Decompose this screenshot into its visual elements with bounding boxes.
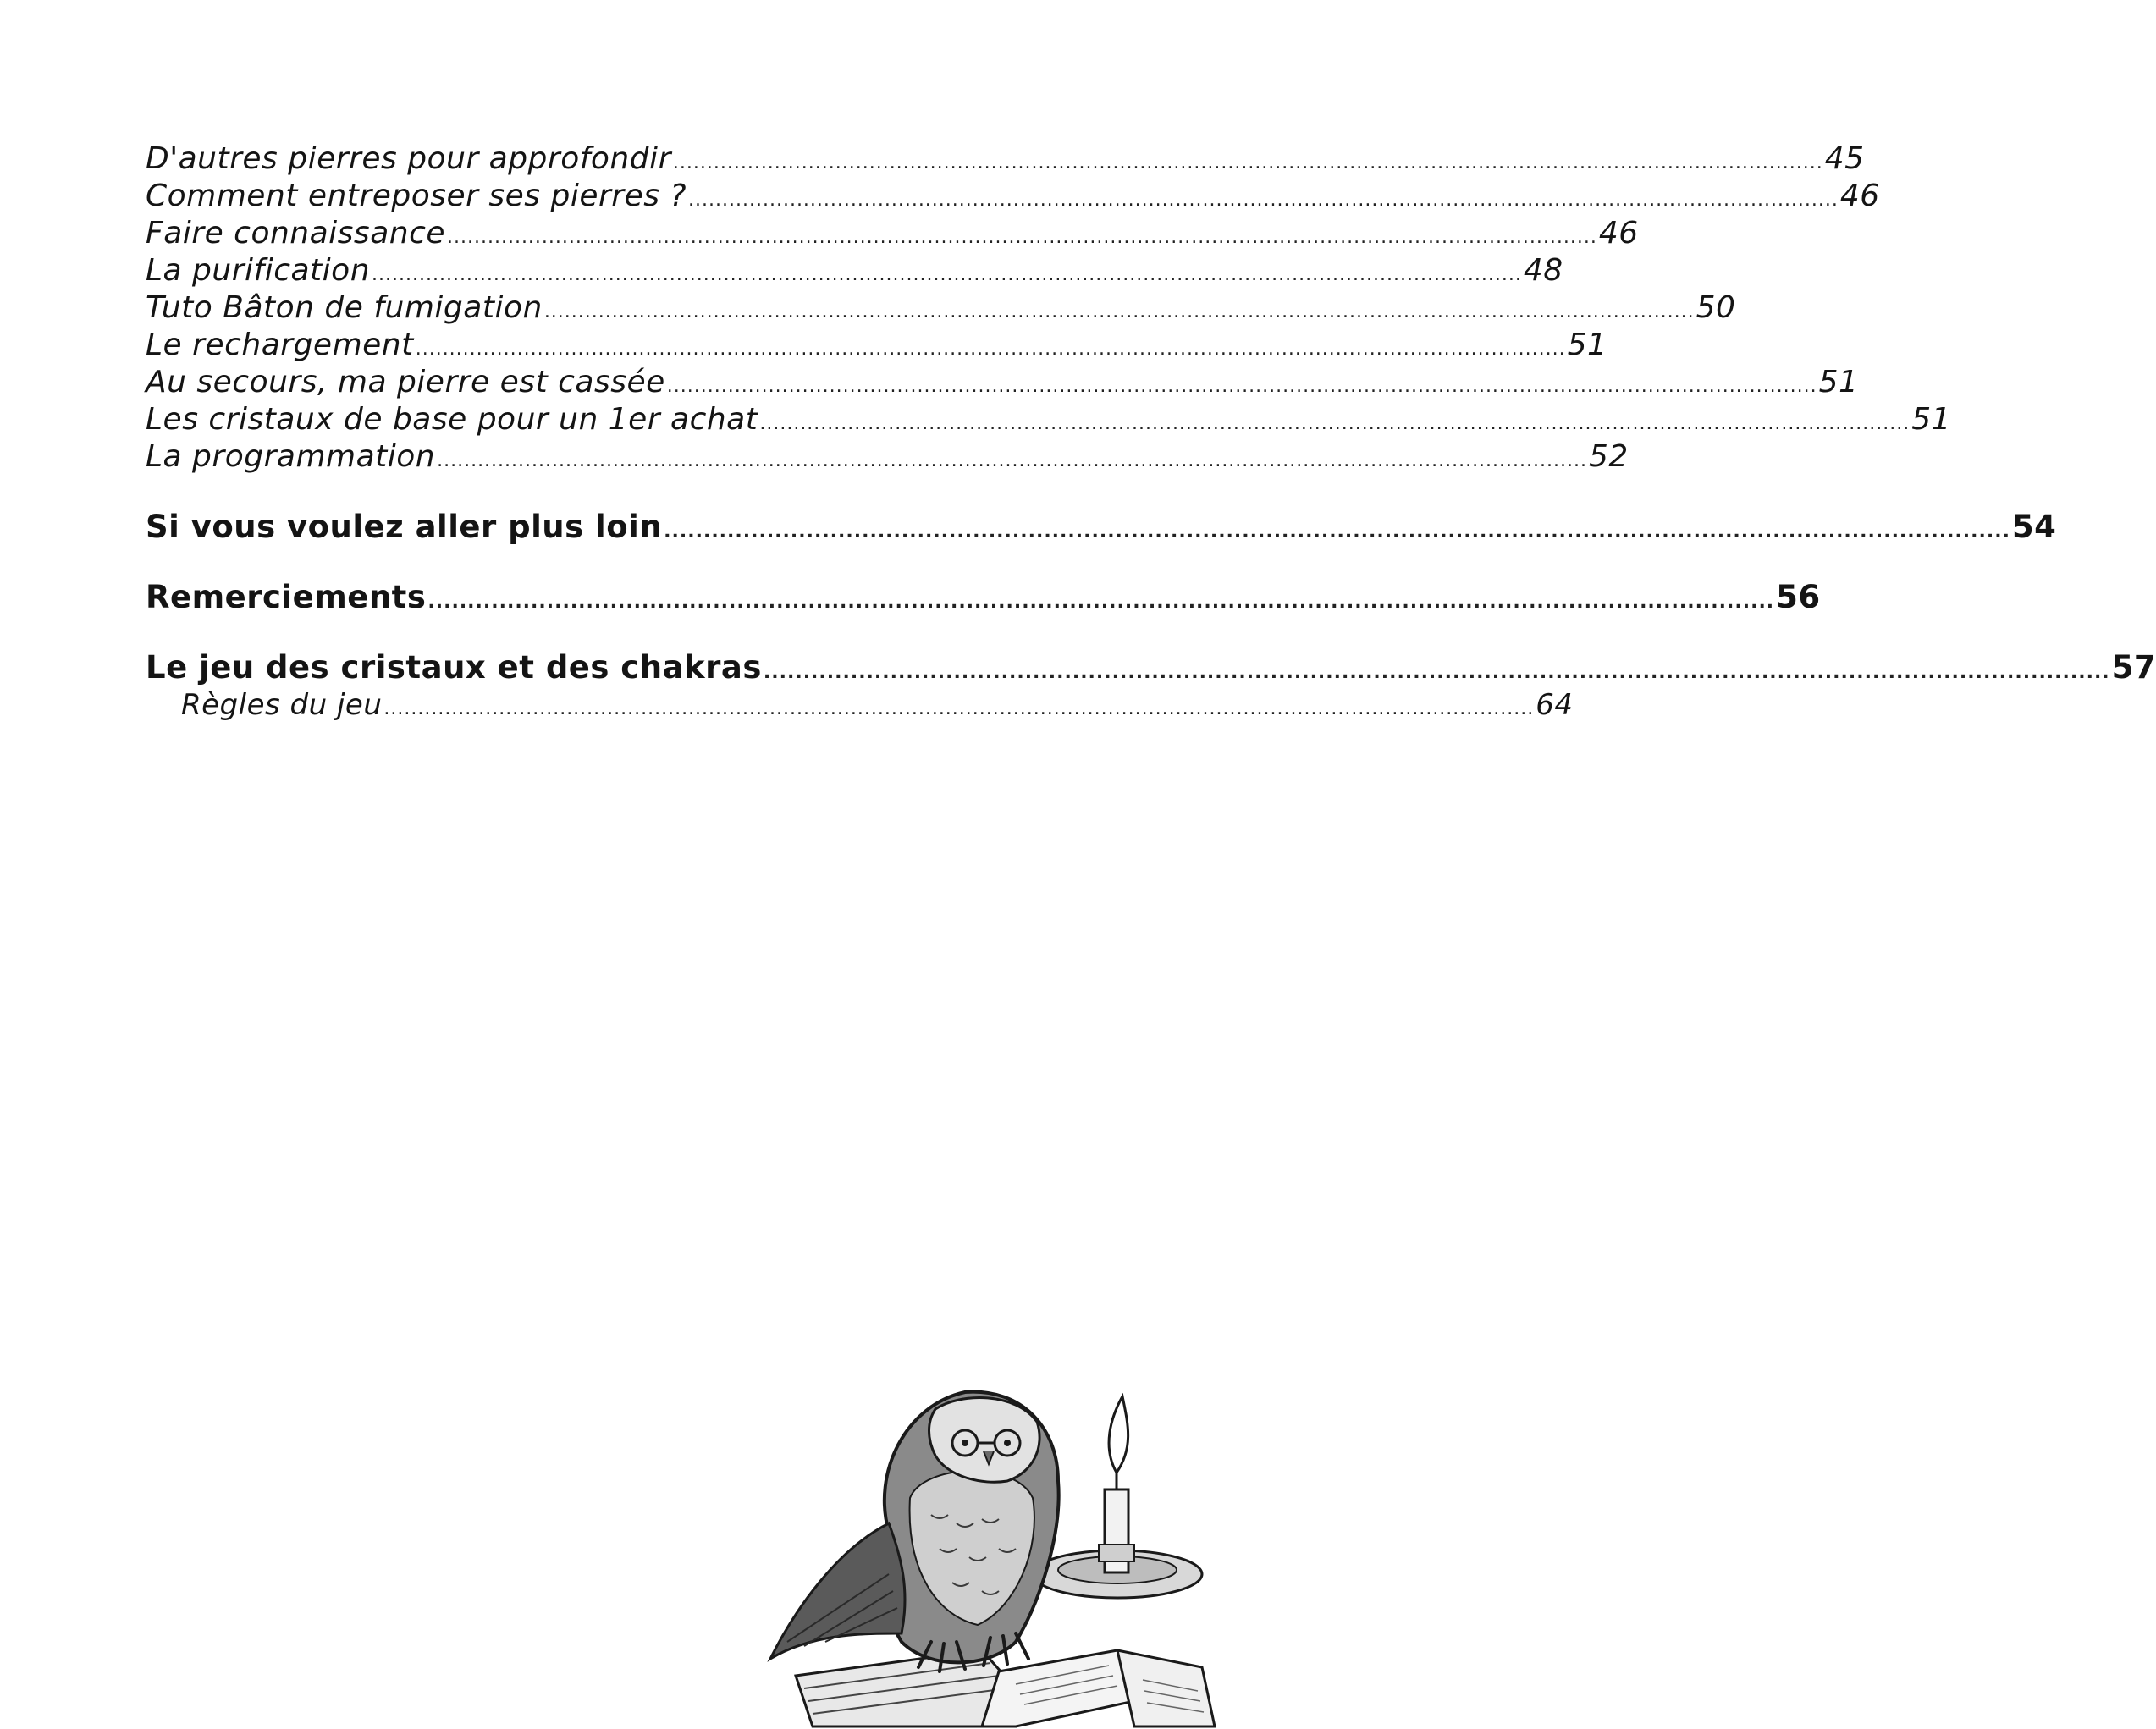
toc-leader-dots: .......................................................................................................................................................................... xyxy=(447,227,1597,248)
toc-section-title: Remerciements xyxy=(146,579,427,615)
toc-leader-dots: .......................................................................................................................................................................... xyxy=(415,339,1566,360)
toc-sub-entry[interactable] xyxy=(146,688,1574,725)
toc-entry[interactable] xyxy=(146,141,1865,179)
toc-entry-title: La purification xyxy=(146,253,371,288)
toc-entry[interactable] xyxy=(146,439,1629,477)
toc-entry-page: 46 xyxy=(1598,216,1639,251)
toc-leader-dots: .......................................................................................................................................................................... xyxy=(664,521,2010,542)
toc-section-entry[interactable] xyxy=(146,579,1821,619)
toc-leader-dots: .......................................................................................................................................................................... xyxy=(672,152,1823,173)
toc-entry[interactable] xyxy=(146,328,1607,366)
toc-entry-page: 50 xyxy=(1696,290,1736,325)
toc-entry[interactable] xyxy=(146,290,1736,328)
toc-leader-dots: .......................................................................................................................................................................... xyxy=(543,301,1695,322)
toc-entry-page: 46 xyxy=(1839,179,1880,213)
toc-section-entry[interactable] xyxy=(146,509,2057,548)
toc-entry-title: D'autres pierres pour approfondir xyxy=(146,141,671,176)
toc-entry-page: 48 xyxy=(1523,253,1563,288)
toc-section-page: 57 xyxy=(2111,649,2156,686)
toc-leader-dots: .......................................................................................................................................................................... xyxy=(763,662,2110,683)
toc-entry-page: 51 xyxy=(1567,328,1607,362)
toc-entry-page: 45 xyxy=(1824,141,1865,176)
toc-section-entry[interactable] xyxy=(146,649,2156,689)
toc-leader-dots: .......................................................................................................................................................................... xyxy=(372,264,1522,285)
toc-sub-entry-title: Règles du jeu xyxy=(181,688,383,722)
toc-leader-dots: .......................................................................................................................................................................... xyxy=(427,592,1775,613)
toc-entry-title: Faire connaissance xyxy=(146,216,446,251)
toc-entry-title: Au secours, ma pierre est cassée xyxy=(146,365,665,399)
toc-entry[interactable] xyxy=(146,216,1639,254)
toc-leader-dots: .......................................................................................................................................................................... xyxy=(666,376,1817,397)
owl-with-glasses-candle-book-icon xyxy=(762,1354,1223,1729)
toc-entry-page: 51 xyxy=(1818,365,1859,399)
toc-entry[interactable] xyxy=(146,179,1880,217)
toc-entry-title: Tuto Bâton de fumigation xyxy=(146,290,543,325)
toc-section-page: 54 xyxy=(2011,509,2057,545)
table-of-contents xyxy=(146,141,2156,725)
toc-leader-dots: .......................................................................................................................................................................... xyxy=(383,698,1535,719)
toc-entry-page: 52 xyxy=(1588,439,1629,474)
toc-entry-title: La programmation xyxy=(146,439,436,474)
toc-entry-title: Les cristaux de base pour un 1er achat xyxy=(146,402,758,437)
toc-sub-entry-page: 64 xyxy=(1536,688,1574,722)
toc-leader-dots: .......................................................................................................................................................................... xyxy=(688,190,1839,211)
toc-section-page: 56 xyxy=(1776,579,1821,615)
toc-leader-dots: .......................................................................................................................................................................... xyxy=(437,450,1587,471)
toc-entry-title: Le rechargement xyxy=(146,328,414,362)
toc-entry-page: 51 xyxy=(1911,402,1952,437)
toc-section-title: Le jeu des cristaux et des chakras xyxy=(146,649,762,686)
toc-section-title: Si vous voulez aller plus loin xyxy=(146,509,663,545)
toc-entry[interactable] xyxy=(146,253,1563,291)
toc-entry[interactable] xyxy=(146,365,1859,403)
toc-entry[interactable] xyxy=(146,402,1952,440)
toc-entry-title: Comment entreposer ses pierres ? xyxy=(146,179,687,213)
toc-leader-dots: .......................................................................................................................................................................... xyxy=(759,413,1911,434)
